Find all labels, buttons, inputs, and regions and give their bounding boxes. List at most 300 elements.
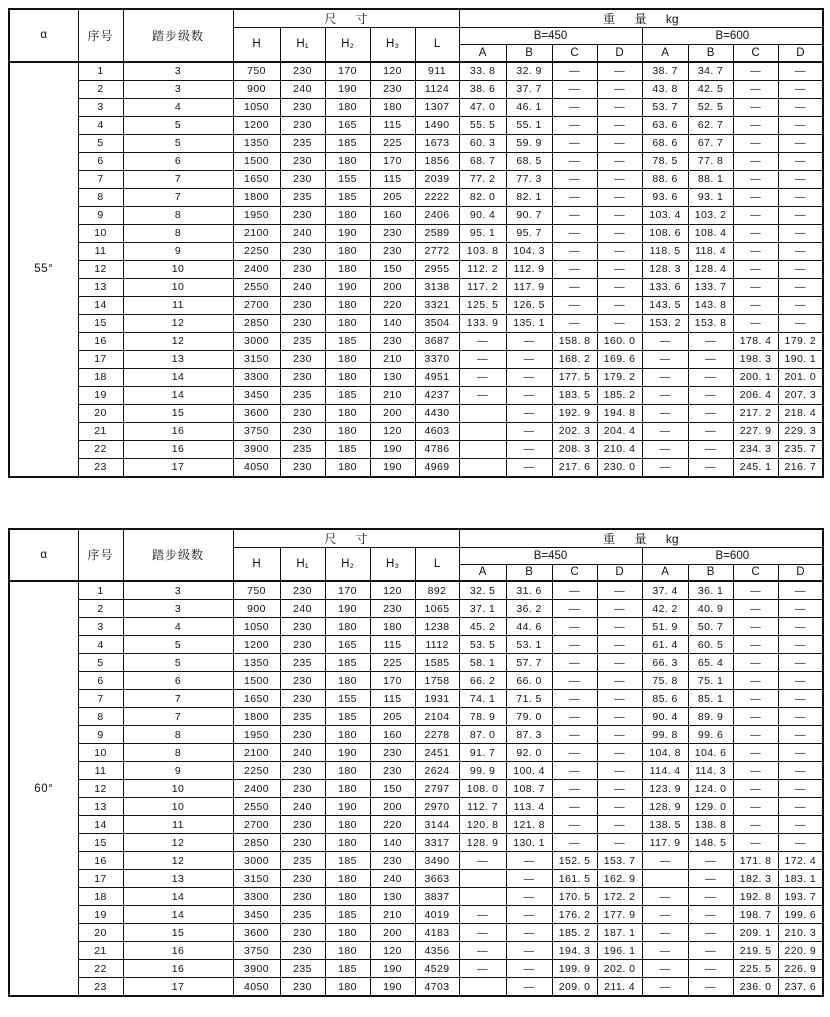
table-cell: — bbox=[642, 888, 688, 906]
table-cell: 114. 3 bbox=[688, 762, 733, 780]
table-cell: 227. 9 bbox=[733, 422, 778, 440]
table-cell: 4019 bbox=[415, 906, 459, 924]
table-cell: — bbox=[733, 834, 778, 852]
table-cell: 4703 bbox=[415, 978, 459, 997]
table-cell: 182. 3 bbox=[733, 870, 778, 888]
table-cell: 1050 bbox=[233, 98, 280, 116]
table-cell: 66. 3 bbox=[642, 654, 688, 672]
table-cell: 3450 bbox=[233, 906, 280, 924]
table-cell: 50. 7 bbox=[688, 618, 733, 636]
table-cell: 124. 0 bbox=[688, 780, 733, 798]
table-cell: — bbox=[597, 80, 642, 98]
table-row bbox=[9, 816, 823, 834]
table-cell: 6 bbox=[78, 672, 123, 690]
table-cell: — bbox=[597, 690, 642, 708]
table-cell: 180 bbox=[325, 422, 370, 440]
table-cell: 17 bbox=[123, 978, 233, 997]
table-cell: — bbox=[778, 296, 823, 314]
table-row bbox=[9, 581, 823, 600]
table-cell: 13 bbox=[78, 278, 123, 296]
table-cell: 185 bbox=[325, 960, 370, 978]
table-cell: 78. 5 bbox=[642, 152, 688, 170]
table-cell: — bbox=[506, 978, 552, 997]
table-cell: 8 bbox=[78, 188, 123, 206]
table-cell: 183. 1 bbox=[778, 870, 823, 888]
table-cell: 4603 bbox=[415, 422, 459, 440]
table-cell: 104. 3 bbox=[506, 242, 552, 260]
table-cell: 153. 8 bbox=[688, 314, 733, 332]
table-cell: 211. 4 bbox=[597, 978, 642, 997]
table-cell: 235 bbox=[280, 906, 325, 924]
table-cell: 128. 4 bbox=[688, 260, 733, 278]
table-cell: 2624 bbox=[415, 762, 459, 780]
table-cell: — bbox=[506, 888, 552, 906]
table-cell: 190 bbox=[370, 978, 415, 997]
table-cell: — bbox=[459, 386, 506, 404]
table-cell: — bbox=[459, 942, 506, 960]
table-cell: 190 bbox=[370, 960, 415, 978]
table-cell: 205 bbox=[370, 708, 415, 726]
table-cell: 5 bbox=[123, 116, 233, 134]
table-cell: 2700 bbox=[233, 816, 280, 834]
table-cell: 88. 6 bbox=[642, 170, 688, 188]
table-cell: 180 bbox=[325, 206, 370, 224]
table-row bbox=[9, 978, 823, 997]
table-cell: 200 bbox=[370, 404, 415, 422]
table-cell: 99. 8 bbox=[642, 726, 688, 744]
table-cell: 93. 1 bbox=[688, 188, 733, 206]
table-cell: — bbox=[597, 798, 642, 816]
table-cell: 219. 5 bbox=[733, 942, 778, 960]
table-cell: 13 bbox=[123, 870, 233, 888]
table-cell: — bbox=[778, 636, 823, 654]
table-cell: — bbox=[459, 960, 506, 978]
table-cell: 177. 9 bbox=[597, 906, 642, 924]
table-cell: 3150 bbox=[233, 350, 280, 368]
table-cell: 34. 7 bbox=[688, 62, 733, 81]
table-cell: — bbox=[688, 924, 733, 942]
table-cell: 125. 5 bbox=[459, 296, 506, 314]
table-cell: 2850 bbox=[233, 834, 280, 852]
table-cell: 20 bbox=[78, 404, 123, 422]
table-cell: 170 bbox=[325, 581, 370, 600]
table-cell: 117. 2 bbox=[459, 278, 506, 296]
table-cell: 230 bbox=[280, 296, 325, 314]
table-cell: 161. 5 bbox=[552, 870, 597, 888]
col-header-H1: H₁ bbox=[280, 547, 325, 581]
table-cell: 32. 5 bbox=[459, 581, 506, 600]
table-cell: 1112 bbox=[415, 636, 459, 654]
table-cell: — bbox=[733, 260, 778, 278]
table-cell: 22 bbox=[78, 440, 123, 458]
table-cell: 235 bbox=[280, 708, 325, 726]
table-cell: — bbox=[597, 170, 642, 188]
table-cell: 103. 2 bbox=[688, 206, 733, 224]
table-cell: — bbox=[597, 296, 642, 314]
table-cell: — bbox=[597, 744, 642, 762]
table-cell: 59. 9 bbox=[506, 134, 552, 152]
table-cell: 2104 bbox=[415, 708, 459, 726]
col-header-b450-D: D bbox=[597, 45, 642, 62]
table-cell: — bbox=[552, 224, 597, 242]
table-cell: 235 bbox=[280, 960, 325, 978]
table-cell: 4 bbox=[78, 636, 123, 654]
table-cell: — bbox=[688, 942, 733, 960]
table-row bbox=[9, 870, 823, 888]
table-cell: 5 bbox=[123, 654, 233, 672]
table-cell: 190 bbox=[325, 224, 370, 242]
table-cell: 185 bbox=[325, 440, 370, 458]
table-cell: 92. 0 bbox=[506, 744, 552, 762]
col-header-H3: H₃ bbox=[370, 547, 415, 581]
table-cell: 118. 5 bbox=[642, 242, 688, 260]
table-cell: 235 bbox=[280, 386, 325, 404]
table-cell: 22 bbox=[78, 960, 123, 978]
table-row bbox=[9, 654, 823, 672]
table-row bbox=[9, 278, 823, 296]
table-cell: 18 bbox=[78, 888, 123, 906]
table-cell: 52. 5 bbox=[688, 98, 733, 116]
table-cell: — bbox=[778, 242, 823, 260]
table-cell: 235 bbox=[280, 440, 325, 458]
table-cell: 126. 5 bbox=[506, 296, 552, 314]
table-row bbox=[9, 600, 823, 618]
table-cell: 128. 3 bbox=[642, 260, 688, 278]
table-cell: 104. 6 bbox=[688, 744, 733, 762]
table-cell: — bbox=[597, 116, 642, 134]
table-cell: — bbox=[552, 798, 597, 816]
table-cell: — bbox=[778, 278, 823, 296]
table-cell: — bbox=[688, 404, 733, 422]
table-cell: 180 bbox=[325, 152, 370, 170]
table-cell: 3750 bbox=[233, 942, 280, 960]
table-cell: — bbox=[733, 708, 778, 726]
table-cell: 3900 bbox=[233, 960, 280, 978]
table-cell: — bbox=[597, 780, 642, 798]
table-cell: 148. 5 bbox=[688, 834, 733, 852]
table-cell: 199. 6 bbox=[778, 906, 823, 924]
table-cell: 10 bbox=[78, 744, 123, 762]
table-cell: 16 bbox=[123, 942, 233, 960]
table-cell: — bbox=[597, 98, 642, 116]
table-cell: 177. 5 bbox=[552, 368, 597, 386]
table-cell: 4 bbox=[78, 116, 123, 134]
table-cell: 32. 9 bbox=[506, 62, 552, 81]
table-cell: — bbox=[778, 780, 823, 798]
table-cell: 3300 bbox=[233, 368, 280, 386]
table-cell: 91. 7 bbox=[459, 744, 506, 762]
table-cell: 240 bbox=[280, 80, 325, 98]
table-cell: — bbox=[459, 332, 506, 350]
table-cell: 155 bbox=[325, 170, 370, 188]
table-cell: 2970 bbox=[415, 798, 459, 816]
table-cell: 3138 bbox=[415, 278, 459, 296]
table-cell: 179. 2 bbox=[778, 332, 823, 350]
table-cell: — bbox=[506, 422, 552, 440]
table-row bbox=[9, 960, 823, 978]
table-cell: 210. 4 bbox=[597, 440, 642, 458]
table-cell: 93. 6 bbox=[642, 188, 688, 206]
table-cell: 190 bbox=[370, 458, 415, 477]
table-cell: 180 bbox=[325, 242, 370, 260]
table-cell: 10 bbox=[123, 260, 233, 278]
table-cell: 108. 7 bbox=[506, 780, 552, 798]
table-cell: 2406 bbox=[415, 206, 459, 224]
table-cell: — bbox=[642, 942, 688, 960]
table-row bbox=[9, 332, 823, 350]
table-cell: 180 bbox=[325, 888, 370, 906]
table-row bbox=[9, 224, 823, 242]
table-cell: 1500 bbox=[233, 672, 280, 690]
table-cell: 180 bbox=[325, 314, 370, 332]
table-cell: 4050 bbox=[233, 978, 280, 997]
table-cell: 4529 bbox=[415, 960, 459, 978]
table-cell: 55. 1 bbox=[506, 116, 552, 134]
table-cell: 2451 bbox=[415, 744, 459, 762]
table-cell: 3900 bbox=[233, 440, 280, 458]
table-cell bbox=[459, 404, 506, 422]
table-cell: 4 bbox=[123, 618, 233, 636]
table-cell: 7 bbox=[123, 708, 233, 726]
table-cell: 5 bbox=[123, 636, 233, 654]
table-cell: 37. 7 bbox=[506, 80, 552, 98]
table-cell: — bbox=[642, 960, 688, 978]
table-cell: 115 bbox=[370, 690, 415, 708]
table-cell: — bbox=[552, 618, 597, 636]
table-cell: 82. 1 bbox=[506, 188, 552, 206]
table-cell: 2700 bbox=[233, 296, 280, 314]
table-cell: 750 bbox=[233, 62, 280, 81]
col-header-b450-D: D bbox=[597, 564, 642, 581]
table-cell: — bbox=[778, 708, 823, 726]
table-cell: 240 bbox=[370, 870, 415, 888]
table-cell: 19 bbox=[78, 386, 123, 404]
alpha-value: 60° bbox=[9, 581, 78, 996]
table-cell: 230 bbox=[280, 834, 325, 852]
table-cell: 235. 7 bbox=[778, 440, 823, 458]
table-cell: 23 bbox=[78, 458, 123, 477]
table-cell: 2039 bbox=[415, 170, 459, 188]
table-cell: — bbox=[552, 672, 597, 690]
table-row bbox=[9, 152, 823, 170]
table-cell: 120 bbox=[370, 942, 415, 960]
table-cell: 180 bbox=[370, 98, 415, 116]
alpha-value: 55° bbox=[9, 62, 78, 477]
table-cell: 153. 2 bbox=[642, 314, 688, 332]
table-cell: 10 bbox=[123, 780, 233, 798]
table-cell: 185 bbox=[325, 386, 370, 404]
table-cell: — bbox=[597, 672, 642, 690]
table-cell: 180 bbox=[325, 834, 370, 852]
table-cell: 42. 5 bbox=[688, 80, 733, 98]
table-cell: — bbox=[733, 690, 778, 708]
table-row bbox=[9, 726, 823, 744]
table-cell: 2589 bbox=[415, 224, 459, 242]
table-cell: 140 bbox=[370, 834, 415, 852]
table-cell: 230 bbox=[280, 870, 325, 888]
table-cell: 60. 5 bbox=[688, 636, 733, 654]
table-cell: 200 bbox=[370, 924, 415, 942]
table-cell: — bbox=[733, 798, 778, 816]
table-cell: 178. 4 bbox=[733, 332, 778, 350]
table-cell: 235 bbox=[280, 332, 325, 350]
table-cell: 185 bbox=[325, 708, 370, 726]
table-cell: 14 bbox=[123, 906, 233, 924]
table-cell: 911 bbox=[415, 62, 459, 81]
table-cell: — bbox=[459, 906, 506, 924]
table-cell: 185 bbox=[325, 654, 370, 672]
table-cell: — bbox=[688, 422, 733, 440]
table-cell: 121. 8 bbox=[506, 816, 552, 834]
table-cell: 210 bbox=[370, 350, 415, 368]
table-cell: 60. 3 bbox=[459, 134, 506, 152]
table-cell: 3837 bbox=[415, 888, 459, 906]
table-cell: 8 bbox=[123, 744, 233, 762]
table-cell: — bbox=[597, 62, 642, 81]
table-cell: 1800 bbox=[233, 708, 280, 726]
col-header-b450-C: C bbox=[552, 564, 597, 581]
table-cell: 180 bbox=[325, 726, 370, 744]
col-header-b450: B=450 bbox=[459, 28, 642, 45]
table-cell: 140 bbox=[370, 314, 415, 332]
table-cell: 200 bbox=[370, 278, 415, 296]
table-cell bbox=[459, 870, 506, 888]
table-cell: — bbox=[733, 278, 778, 296]
table-cell: — bbox=[506, 368, 552, 386]
table-cell: — bbox=[733, 636, 778, 654]
table-cell: 1350 bbox=[233, 134, 280, 152]
table-cell: 169. 6 bbox=[597, 350, 642, 368]
table-cell: 190 bbox=[370, 440, 415, 458]
table-cell: 17 bbox=[78, 870, 123, 888]
table-cell: 36. 1 bbox=[688, 581, 733, 600]
table-cell: — bbox=[552, 654, 597, 672]
table-cell: 210 bbox=[370, 906, 415, 924]
table-cell: 4951 bbox=[415, 368, 459, 386]
table-cell: 3490 bbox=[415, 852, 459, 870]
table-cell: 75. 8 bbox=[642, 672, 688, 690]
table-cell: — bbox=[552, 152, 597, 170]
table-cell: 240 bbox=[280, 744, 325, 762]
table-cell: — bbox=[597, 618, 642, 636]
table-cell: 216. 7 bbox=[778, 458, 823, 477]
table-cell: 230 bbox=[280, 404, 325, 422]
table-cell: 171. 8 bbox=[733, 852, 778, 870]
table-cell: 138. 8 bbox=[688, 816, 733, 834]
table-cell: 4183 bbox=[415, 924, 459, 942]
table-cell: — bbox=[642, 386, 688, 404]
table-cell: 162. 9 bbox=[597, 870, 642, 888]
table-cell: 209. 1 bbox=[733, 924, 778, 942]
table-cell: — bbox=[778, 98, 823, 116]
table-cell: 176. 2 bbox=[552, 906, 597, 924]
table-cell: — bbox=[552, 242, 597, 260]
table-cell: — bbox=[597, 134, 642, 152]
table-cell: 120 bbox=[370, 422, 415, 440]
table-cell: 1065 bbox=[415, 600, 459, 618]
table-cell: 78. 9 bbox=[459, 708, 506, 726]
table-cell: — bbox=[459, 368, 506, 386]
table-cell: 120 bbox=[370, 62, 415, 81]
table-row bbox=[9, 834, 823, 852]
table-cell: — bbox=[506, 386, 552, 404]
table-cell: 3000 bbox=[233, 852, 280, 870]
table-cell: 130 bbox=[370, 368, 415, 386]
table-cell: 1856 bbox=[415, 152, 459, 170]
table-cell: — bbox=[552, 726, 597, 744]
table-cell bbox=[459, 458, 506, 477]
table-cell: — bbox=[552, 581, 597, 600]
table-cell: 42. 2 bbox=[642, 600, 688, 618]
table-cell: 2550 bbox=[233, 278, 280, 296]
table-cell: — bbox=[597, 600, 642, 618]
table-cell: 3 bbox=[123, 62, 233, 81]
table-cell: 10 bbox=[123, 278, 233, 296]
table-cell: — bbox=[733, 314, 778, 332]
table-cell: 168. 2 bbox=[552, 350, 597, 368]
table-cell: 43. 8 bbox=[642, 80, 688, 98]
table-cell: 138. 5 bbox=[642, 816, 688, 834]
table-cell: — bbox=[778, 798, 823, 816]
col-header-b600-C: C bbox=[733, 45, 778, 62]
table-cell: 202. 0 bbox=[597, 960, 642, 978]
col-header-serial: 序号 bbox=[78, 9, 123, 62]
table-cell: 115 bbox=[370, 636, 415, 654]
table-cell: 1758 bbox=[415, 672, 459, 690]
table-cell: 3000 bbox=[233, 332, 280, 350]
table-cell: — bbox=[778, 116, 823, 134]
table-cell: — bbox=[642, 924, 688, 942]
table-cell: 37. 1 bbox=[459, 600, 506, 618]
table-cell: 198. 7 bbox=[733, 906, 778, 924]
table-cell: 179. 2 bbox=[597, 368, 642, 386]
table-cell: — bbox=[642, 422, 688, 440]
table-cell: 240 bbox=[280, 798, 325, 816]
table-cell: 230 bbox=[280, 314, 325, 332]
table-cell: 85. 1 bbox=[688, 690, 733, 708]
table-row bbox=[9, 80, 823, 98]
table-cell: 4969 bbox=[415, 458, 459, 477]
table-cell: 1124 bbox=[415, 80, 459, 98]
table-cell: 9 bbox=[123, 242, 233, 260]
col-header-H2: H₂ bbox=[325, 547, 370, 581]
table-cell: — bbox=[688, 906, 733, 924]
table-cell: — bbox=[642, 404, 688, 422]
table-cell: 82. 0 bbox=[459, 188, 506, 206]
table-cell: 10 bbox=[78, 224, 123, 242]
col-header-b450-B: B bbox=[506, 564, 552, 581]
table-cell: 230 bbox=[280, 690, 325, 708]
table-cell: 230 bbox=[370, 762, 415, 780]
table-cell: 185 bbox=[325, 332, 370, 350]
table-cell: 206. 4 bbox=[733, 386, 778, 404]
table-cell: 16 bbox=[78, 332, 123, 350]
table-cell: — bbox=[733, 744, 778, 762]
table-cell: 16 bbox=[123, 440, 233, 458]
table-cell: 2797 bbox=[415, 780, 459, 798]
table-cell: 11 bbox=[78, 762, 123, 780]
table-cell: 892 bbox=[415, 581, 459, 600]
table-cell: — bbox=[597, 708, 642, 726]
table-cell: — bbox=[597, 260, 642, 278]
table-cell: — bbox=[733, 206, 778, 224]
table-cell: 210 bbox=[370, 386, 415, 404]
table-cell: 4237 bbox=[415, 386, 459, 404]
table-cell: 66. 0 bbox=[506, 672, 552, 690]
table-cell: 180 bbox=[325, 672, 370, 690]
table-cell: 210. 3 bbox=[778, 924, 823, 942]
table-cell: 7 bbox=[78, 690, 123, 708]
